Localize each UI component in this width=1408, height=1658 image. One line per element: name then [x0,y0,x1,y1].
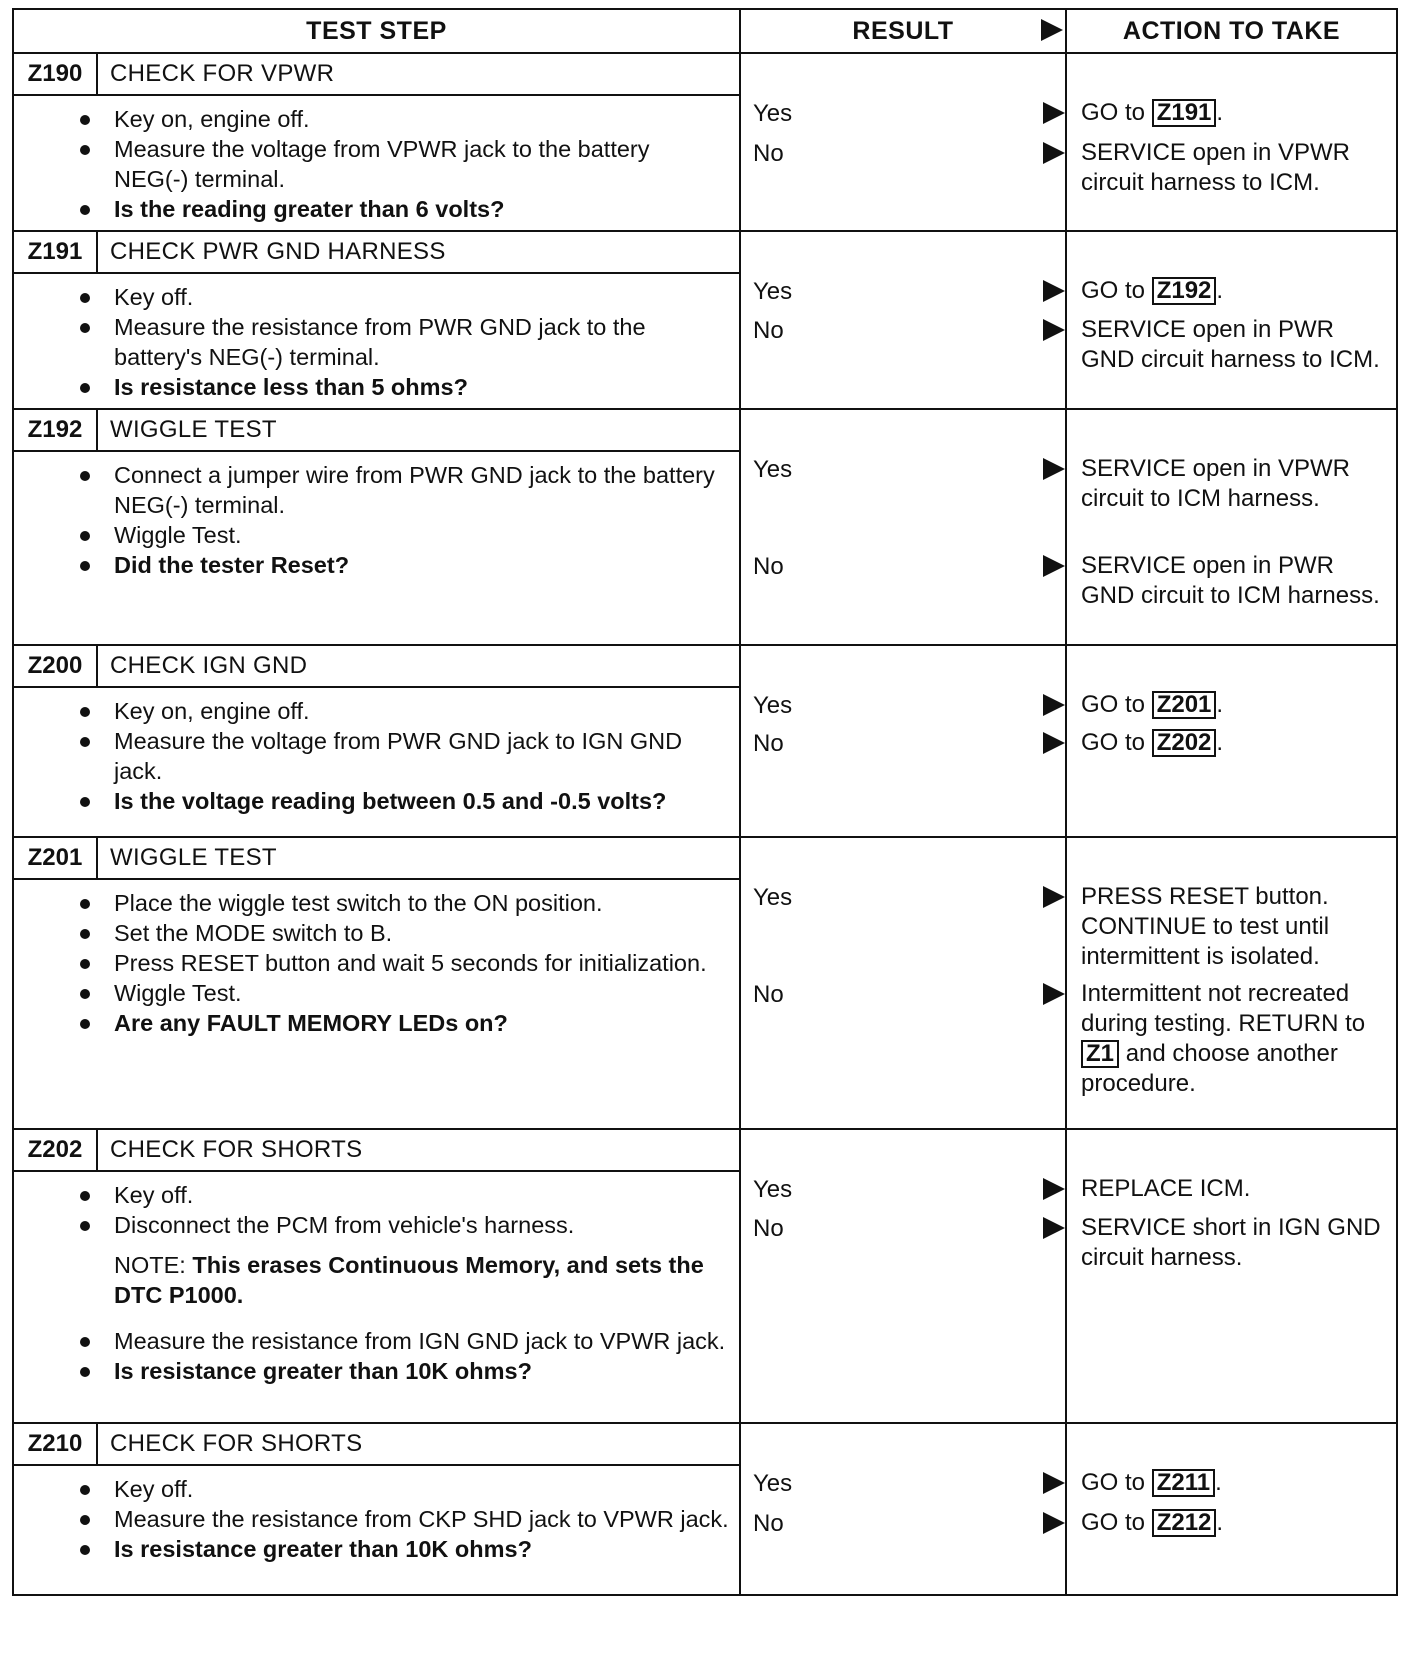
action-no: SERVICE short in IGN GND circuit harness. [1081,1214,1381,1271]
arrow-icon [1043,732,1065,754]
step-cell [13,1423,740,1595]
action-cell [1066,409,1397,645]
step-cell [13,1129,740,1423]
instruction: Wiggle Test. [114,978,729,1008]
step-id: Z202 [14,1130,98,1170]
arrow-icon [1043,694,1065,716]
arrow-icon [1043,1178,1065,1200]
result-cell [740,837,1066,1129]
header-result [740,9,1066,53]
result-yes: Yes [753,456,793,483]
action-cell [1066,53,1397,231]
arrow-icon [1043,319,1065,341]
step-header [14,54,739,96]
arrow-icon [1043,886,1065,908]
instruction: Place the wiggle test switch to the ON position. [114,888,729,918]
action-cell [1066,1129,1397,1423]
header-action: ACTION TO TAKE [1066,9,1397,53]
result-cell [740,1129,1066,1423]
step-row [13,53,1397,231]
step-question: Did the tester Reset? [114,550,729,580]
step-row [13,231,1397,409]
step-instructions [14,96,739,230]
step-title: CHECK FOR SHORTS [110,1430,363,1457]
step-header [14,646,739,688]
result-yes: Yes [753,100,793,127]
instruction: Measure the resistance from PWR GND jack to the battery's NEG(-) terminal. [114,312,729,372]
arrow-icon [1043,458,1065,480]
instruction: Measure the voltage from VPWR jack to the battery NEG(-) terminal. [114,134,729,194]
instruction: Key off. [114,1474,729,1504]
action-yes: PRESS RESET button. CONTINUE to test until intermittent is isolated. [1081,883,1330,970]
step-ref[interactable]: Z211 [1152,1469,1215,1497]
step-ref[interactable]: Z192 [1152,277,1217,305]
step-instructions [14,452,739,586]
result-yes: Yes [753,884,793,911]
step-question: Is the reading greater than 6 volts? [114,194,729,224]
step-instructions [14,274,739,408]
step-ref[interactable]: Z212 [1152,1509,1217,1537]
step-ref[interactable]: Z202 [1152,729,1217,757]
action-no: SERVICE open in PWR GND circuit to ICM harness. [1081,552,1380,609]
step-id: Z201 [14,838,98,878]
step-id: Z191 [14,232,98,272]
action-cell [1066,231,1397,409]
instruction: Measure the voltage from PWR GND jack to IGN GND jack. [114,726,729,786]
step-row [13,409,1397,645]
step-title: CHECK PWR GND HARNESS [110,238,446,265]
action-no: GO to Z212 . [1081,1509,1224,1536]
step-title: WIGGLE TEST [110,416,277,443]
arrow-icon [1043,1217,1065,1239]
step-cell [13,645,740,837]
instruction: Key off. [114,1180,729,1210]
instruction: Measure the resistance from IGN GND jack to VPWR jack. [114,1326,729,1356]
instruction: Set the MODE switch to B. [114,918,729,948]
step-header [14,838,739,880]
step-row [13,645,1397,837]
step-question: Is resistance greater than 10K ohms? [114,1356,729,1386]
action-yes: GO to Z192 . [1081,277,1224,304]
action-cell [1066,837,1397,1129]
step-cell [13,231,740,409]
action-yes: GO to Z191 . [1081,99,1224,126]
step-cell [13,53,740,231]
result-no: No [753,553,784,580]
result-no: No [753,317,784,344]
action-no: SERVICE open in VPWR circuit harness to ICM. [1081,139,1351,196]
header-test-step: TEST STEP [13,9,740,53]
action-yes: GO to Z211 . [1081,1469,1222,1496]
result-no: No [753,730,784,757]
instruction: Key on, engine off. [114,696,729,726]
result-no: No [753,1215,784,1242]
step-header [14,1130,739,1172]
arrow-icon [1043,1512,1065,1534]
arrow-icon [1043,1472,1065,1494]
step-row [13,1423,1397,1595]
result-cell [740,53,1066,231]
step-title: WIGGLE TEST [110,844,277,871]
step-id: Z200 [14,646,98,686]
action-cell [1066,645,1397,837]
action-no: Intermittent not recreated during testing. RETURN to Z1 and choose another procedure. [1081,980,1366,1097]
header-result-label: RESULT [852,16,954,45]
step-instructions [14,1466,739,1570]
result-yes: Yes [753,1176,793,1203]
action-yes: GO to Z201 . [1081,691,1224,718]
arrow-icon [1043,280,1065,302]
step-id: Z192 [14,410,98,450]
step-header [14,410,739,452]
instruction: Connect a jumper wire from PWR GND jack to the battery NEG(-) terminal. [114,460,729,520]
step-id: Z210 [14,1424,98,1464]
step-instructions [14,688,739,822]
diagnostic-table [12,8,1398,1596]
step-question: Is resistance less than 5 ohms? [114,372,729,402]
action-no: GO to Z202 . [1081,729,1224,756]
note-label: NOTE: [114,1252,186,1278]
instruction: Press RESET button and wait 5 seconds for initialization. [114,948,729,978]
arrow-icon [1043,983,1065,1005]
arrow-icon [1043,142,1065,164]
step-title: CHECK IGN GND [110,652,308,679]
step-header [14,232,739,274]
step-instructions [14,880,739,1044]
note [114,1240,729,1326]
step-ref[interactable]: Z201 [1152,691,1217,719]
action-yes: SERVICE open in VPWR circuit to ICM harness. [1081,455,1351,512]
instruction: Measure the resistance from CKP SHD jack to VPWR jack. [114,1506,729,1532]
action-no: SERVICE open in PWR GND circuit harness to ICM. [1081,316,1380,373]
result-no: No [753,1510,784,1537]
step-id: Z190 [14,54,98,94]
arrow-icon [1043,102,1065,124]
action-cell [1066,1423,1397,1595]
instruction: Wiggle Test. [114,520,729,550]
result-yes: Yes [753,1470,793,1497]
step-row [13,837,1397,1129]
result-cell [740,409,1066,645]
step-instructions [14,1172,739,1392]
step-question: Are any FAULT MEMORY LEDs on? [114,1008,729,1038]
instruction: Key on, engine off. [114,104,729,134]
note-text: This erases Continuous Memory, and sets the DTC P1000. [114,1252,704,1308]
step-header [14,1424,739,1466]
result-cell [740,231,1066,409]
step-ref[interactable]: Z1 [1081,1040,1119,1068]
step-cell [13,409,740,645]
instruction: Disconnect the PCM from vehicle's harness. [114,1210,729,1240]
header-row [13,9,1397,53]
arrow-icon [1041,19,1063,41]
diagnostic-table-page [12,8,1396,1654]
result-yes: Yes [753,278,793,305]
step-cell [13,837,740,1129]
result-no: No [753,140,784,167]
step-row [13,1129,1397,1423]
arrow-icon [1043,555,1065,577]
step-title: CHECK FOR VPWR [110,60,335,87]
step-title: CHECK FOR SHORTS [110,1136,363,1163]
instruction: Key off. [114,282,729,312]
result-cell [740,645,1066,837]
action-yes: REPLACE ICM. [1081,1175,1251,1202]
step-question: Is resistance greater than 10K ohms? [114,1534,729,1564]
step-ref[interactable]: Z191 [1152,99,1217,127]
result-cell [740,1423,1066,1595]
result-yes: Yes [753,692,793,719]
result-no: No [753,981,784,1008]
step-question: Is the voltage reading between 0.5 and -0.5 volts? [114,786,729,816]
